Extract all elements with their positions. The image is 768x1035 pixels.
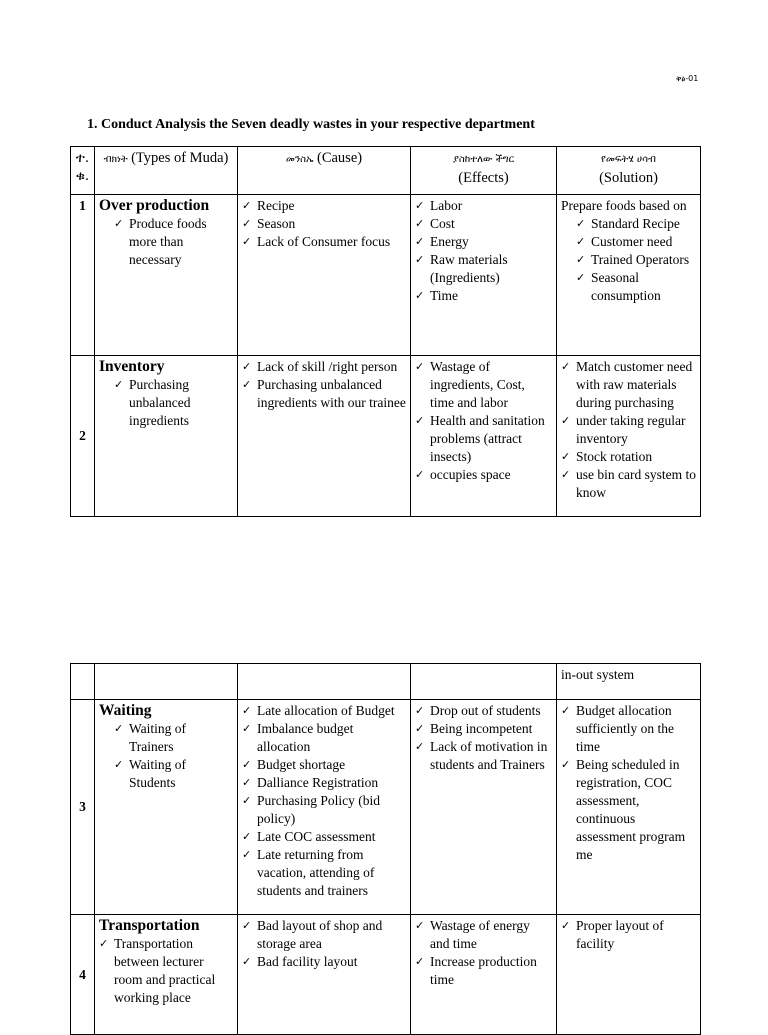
effects-list xyxy=(415,358,552,484)
check-mark-icon: ✓ xyxy=(561,919,571,932)
list-item: ✓ Season xyxy=(242,216,296,231)
check-mark-icon: ✓ xyxy=(576,217,586,230)
waste-type-cell xyxy=(95,915,238,1035)
solution-list xyxy=(561,702,696,864)
table-row xyxy=(71,356,701,517)
check-mark-icon: ✓ xyxy=(561,758,571,771)
cause-cell xyxy=(238,915,411,1035)
check-mark-icon: ✓ xyxy=(242,235,252,248)
check-mark-icon: ✓ xyxy=(242,378,252,391)
list-item: ✓ Being incompetent xyxy=(415,721,533,736)
table-row xyxy=(71,700,701,915)
check-mark-icon: ✓ xyxy=(242,199,252,212)
cause-list xyxy=(242,702,406,900)
effects-list xyxy=(415,197,552,305)
solution-cell xyxy=(557,915,701,1035)
cause-list xyxy=(242,197,406,251)
check-mark-icon: ✓ xyxy=(576,271,586,284)
waste-analysis-table-continued xyxy=(70,663,701,1035)
check-mark-icon: ✓ xyxy=(415,235,425,248)
check-mark-icon: ✓ xyxy=(561,414,571,427)
effects-list xyxy=(415,917,552,989)
check-mark-icon: ✓ xyxy=(415,289,425,302)
list-item: ✓ Produce foods more than necessary xyxy=(114,216,207,267)
list-item: ✓ Time xyxy=(415,288,459,303)
check-mark-icon: ✓ xyxy=(415,414,425,427)
list-item: ✓ Late COC assessment xyxy=(242,829,376,844)
check-mark-icon: ✓ xyxy=(561,360,571,373)
check-mark-icon: ✓ xyxy=(114,378,124,391)
waste-analysis-table xyxy=(70,146,701,517)
waste-type-items xyxy=(99,376,233,430)
check-mark-icon: ✓ xyxy=(114,758,124,771)
list-item: ✓ Budget shortage xyxy=(242,757,346,772)
waste-type-items xyxy=(99,720,233,792)
effects-list xyxy=(415,702,552,774)
effects-cell xyxy=(411,195,557,356)
solution-intro: Prepare foods based on xyxy=(561,198,687,213)
list-item: ✓ Transportation between lecturer room and practical working place xyxy=(99,936,216,1005)
list-item: ✓ Late returning from vacation, attending of students and trainers xyxy=(242,847,375,898)
list-item: ✓ Customer need xyxy=(576,234,673,249)
row-number: 4 xyxy=(71,915,95,1035)
page-title: 1. Conduct Analysis the Seven deadly wastes in your respective department xyxy=(87,117,535,132)
list-item: ✓ Dalliance Registration xyxy=(242,775,379,790)
check-mark-icon: ✓ xyxy=(415,722,425,735)
list-item: ✓ Proper layout of facility xyxy=(561,918,664,951)
solution-list xyxy=(561,358,696,502)
check-mark-icon: ✓ xyxy=(561,468,571,481)
list-item: ✓ Late allocation of Budget xyxy=(242,703,395,718)
list-item: ✓ Stock rotation xyxy=(561,449,653,464)
list-item: ✓ Lack of motivation in students and Trainers xyxy=(415,739,548,772)
table-row xyxy=(71,195,701,356)
list-item: ✓ Health and sanitation problems (attract insects) xyxy=(415,413,545,464)
check-mark-icon: ✓ xyxy=(415,217,425,230)
check-mark-icon: ✓ xyxy=(242,360,252,373)
check-mark-icon: ✓ xyxy=(242,848,252,861)
list-item: ✓ Match customer need with raw materials during purchasing xyxy=(561,359,693,410)
header-types: ብክነት (Types of Muda) xyxy=(95,147,238,195)
check-mark-icon: ✓ xyxy=(576,235,586,248)
effects-cell xyxy=(411,915,557,1035)
list-item: ✓ occupies space xyxy=(415,467,511,482)
row-number: 1 xyxy=(71,195,95,356)
check-mark-icon: ✓ xyxy=(561,450,571,463)
waste-type-title: Waiting xyxy=(99,702,152,719)
check-mark-icon: ✓ xyxy=(415,955,425,968)
check-mark-icon: ✓ xyxy=(242,704,252,717)
list-item: ✓ Waiting of Trainers xyxy=(114,721,187,754)
list-item: ✓ Waiting of Students xyxy=(114,757,187,790)
header-no: ተ. ቁ. xyxy=(71,147,95,195)
list-item: ✓ Purchasing Policy (bid policy) xyxy=(242,793,380,826)
waste-type-items xyxy=(99,215,233,269)
list-item: ✓ use bin card system to know xyxy=(561,467,696,500)
check-mark-icon: ✓ xyxy=(242,758,252,771)
check-mark-icon: ✓ xyxy=(242,830,252,843)
check-mark-icon: ✓ xyxy=(114,217,124,230)
list-item: ✓ Standard Recipe xyxy=(576,216,680,231)
list-item: ✓ Cost xyxy=(415,216,455,231)
list-item: ✓ Recipe xyxy=(242,198,295,213)
cause-list xyxy=(242,917,406,971)
list-item: ✓ Bad layout of shop and storage area xyxy=(242,918,383,951)
list-item: ✓ Purchasing unbalanced ingredients xyxy=(114,377,191,428)
check-mark-icon: ✓ xyxy=(415,919,425,932)
waste-type-cell xyxy=(95,195,238,356)
header-effects: ያስከተለው ችግር (Effects) xyxy=(411,147,557,195)
solution-cell xyxy=(557,195,701,356)
table-header-row xyxy=(71,147,701,195)
check-mark-icon: ✓ xyxy=(415,199,425,212)
check-mark-icon: ✓ xyxy=(114,722,124,735)
row-number: 3 xyxy=(71,700,95,915)
check-mark-icon: ✓ xyxy=(415,704,425,717)
waste-type-title: Inventory xyxy=(99,358,165,375)
solution-list xyxy=(561,215,696,305)
check-mark-icon: ✓ xyxy=(415,468,425,481)
form-code: ቅፅ-01 xyxy=(676,74,699,83)
cause-cell xyxy=(238,700,411,915)
check-mark-icon: ✓ xyxy=(415,253,425,266)
row-number: 2 xyxy=(71,356,95,517)
check-mark-icon: ✓ xyxy=(242,955,252,968)
list-item: ✓ Drop out of students xyxy=(415,703,541,718)
list-item: ✓ Lack of skill /right person xyxy=(242,359,398,374)
check-mark-icon: ✓ xyxy=(242,217,252,230)
list-item: ✓ Lack of Consumer focus xyxy=(242,234,391,249)
list-item: ✓ under taking regular inventory xyxy=(561,413,686,446)
check-mark-icon: ✓ xyxy=(561,704,571,717)
list-item: ✓ Energy xyxy=(415,234,469,249)
check-mark-icon: ✓ xyxy=(242,794,252,807)
list-item: ✓ Wastage of energy and time xyxy=(415,918,530,951)
cause-list xyxy=(242,358,406,412)
effects-cell xyxy=(411,356,557,517)
list-item: ✓ Bad facility layout xyxy=(242,954,358,969)
list-item: ✓ Trained Operators xyxy=(576,252,690,267)
solution-list xyxy=(561,917,696,953)
list-item: ✓ Raw materials (Ingredients) xyxy=(415,252,508,285)
check-mark-icon: ✓ xyxy=(242,722,252,735)
check-mark-icon: ✓ xyxy=(242,776,252,789)
waste-type-cell xyxy=(95,356,238,517)
list-item: ✓ Being scheduled in registration, COC assessment, continuous assessment program me xyxy=(561,757,686,862)
list-item: ✓ Wastage of ingredients, Cost, time and labor xyxy=(415,359,525,410)
table-row xyxy=(71,915,701,1035)
waste-type-cell xyxy=(95,700,238,915)
waste-type-title: Transportation xyxy=(99,917,200,934)
list-item: ✓ Purchasing unbalanced ingredients with our trainee xyxy=(242,377,406,410)
list-item: ✓ Labor xyxy=(415,198,463,213)
waste-type-items xyxy=(99,935,233,1007)
continuation-text: in-out system xyxy=(557,664,701,700)
waste-type-title: Over production xyxy=(99,197,210,214)
list-item: ✓ Imbalance budget allocation xyxy=(242,721,354,754)
check-mark-icon: ✓ xyxy=(99,937,109,950)
solution-cell xyxy=(557,700,701,915)
list-item: ✓ Seasonal consumption xyxy=(576,270,661,303)
header-solution: የመፍትሄ ሀሳብ (Solution) xyxy=(557,147,701,195)
check-mark-icon: ✓ xyxy=(576,253,586,266)
solution-cell xyxy=(557,356,701,517)
list-item: ✓ Increase production time xyxy=(415,954,537,987)
header-cause: መንስኤ (Cause) xyxy=(238,147,411,195)
cause-cell xyxy=(238,195,411,356)
check-mark-icon: ✓ xyxy=(415,740,425,753)
continuation-row xyxy=(71,664,701,700)
check-mark-icon: ✓ xyxy=(415,360,425,373)
effects-cell xyxy=(411,700,557,915)
check-mark-icon: ✓ xyxy=(242,919,252,932)
cause-cell xyxy=(238,356,411,517)
list-item: ✓ Budget allocation sufficiently on the time xyxy=(561,703,674,754)
